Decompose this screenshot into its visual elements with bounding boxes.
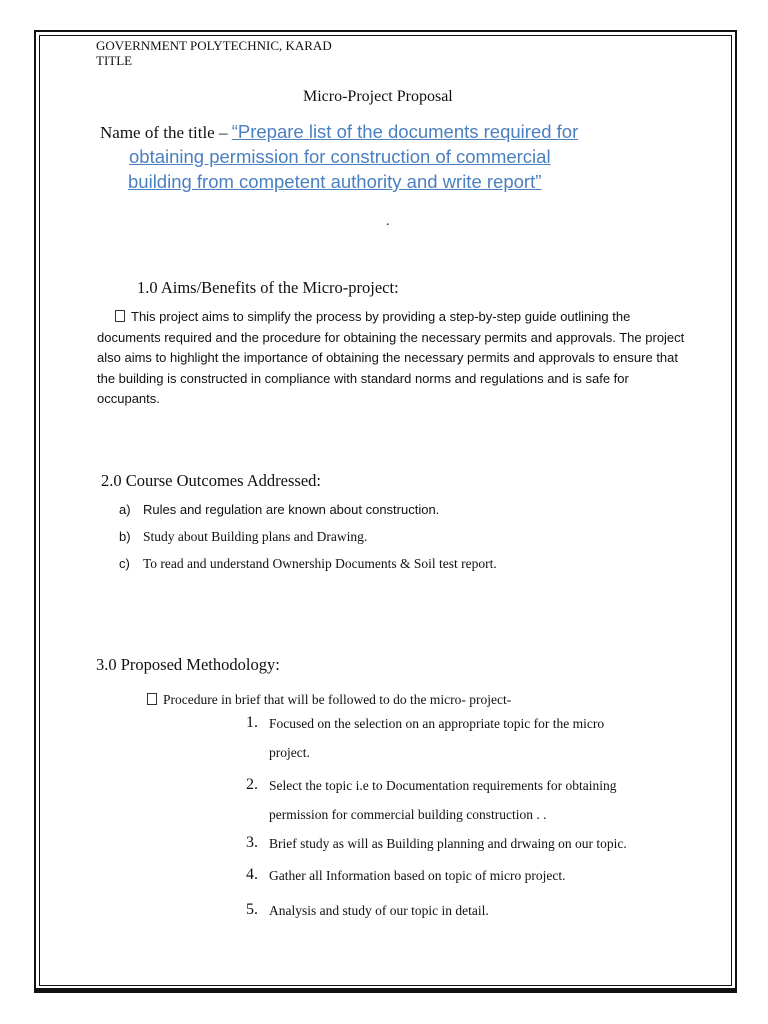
outcome-marker-b: b) <box>119 529 131 544</box>
title-prefix: Name of the title – <box>100 123 228 142</box>
title-dot: . <box>386 214 390 229</box>
step-number-2: 2. <box>246 776 258 793</box>
methodology-intro <box>147 692 511 708</box>
outcome-text-b: Study about Building plans and Drawing. <box>143 529 368 544</box>
section1-paragraph <box>97 307 687 410</box>
checkbox-glyph-icon <box>115 310 125 322</box>
checkbox-glyph-icon <box>147 693 157 705</box>
page-bottom-rule <box>34 990 737 993</box>
step-1-line-2: project. <box>269 745 310 760</box>
section1-text: This project aims to simplify the process by providing a step-by-step guide outlining the documents required and the procedure for obtaining the necessary permits and approvals. The project also aims to highlight the importance of obtaining the necessary permits and approvals to ensure that the building is constructed in compliance with standard norms and regulations and is safe for occupants. <box>97 309 685 407</box>
header-label: TITLE <box>96 53 133 68</box>
step-2-line-2: permission for commercial building construction . . <box>269 807 547 822</box>
step-4-line-1: Gather all Information based on topic of micro project. <box>269 868 566 883</box>
step-2-line-1: Select the topic i.e to Documentation requirements for obtaining <box>269 778 617 793</box>
title-text-line-3: building from competent authority and write report” <box>128 171 542 192</box>
institution-name: GOVERNMENT POLYTECHNIC, KARAD <box>96 38 332 53</box>
title-text-line-2: obtaining permission for construction of commercial <box>129 146 551 167</box>
outcome-marker-c: c) <box>119 556 130 571</box>
proposal-heading: Micro-Project Proposal <box>303 88 453 105</box>
section1-heading: 1.0 Aims/Benefits of the Micro-project: <box>137 278 399 297</box>
title-line-1 <box>100 120 578 145</box>
methodology-intro-text: Procedure in brief that will be followed to do the micro- project- <box>163 692 512 707</box>
step-number-5: 5. <box>246 901 258 918</box>
outcome-marker-a: a) <box>119 502 131 517</box>
step-number-3: 3. <box>246 834 258 851</box>
step-3-line-1: Brief study as will as Building planning and drwaing on our topic. <box>269 836 627 851</box>
step-number-4: 4. <box>246 866 258 883</box>
step-number-1: 1. <box>246 714 258 731</box>
step-5-line-1: Analysis and study of our topic in detail. <box>269 903 489 918</box>
section2-heading: 2.0 Course Outcomes Addressed: <box>101 471 321 490</box>
step-1-line-1: Focused on the selection on an appropriate topic for the micro <box>269 716 605 731</box>
outcome-text-c: To read and understand Ownership Documents & Soil test report. <box>143 556 497 571</box>
section3-heading: 3.0 Proposed Methodology: <box>96 655 280 674</box>
title-text-line-1: “Prepare list of the documents required for <box>231 121 579 142</box>
outcome-text-a: Rules and regulation are known about construction. <box>143 502 440 517</box>
